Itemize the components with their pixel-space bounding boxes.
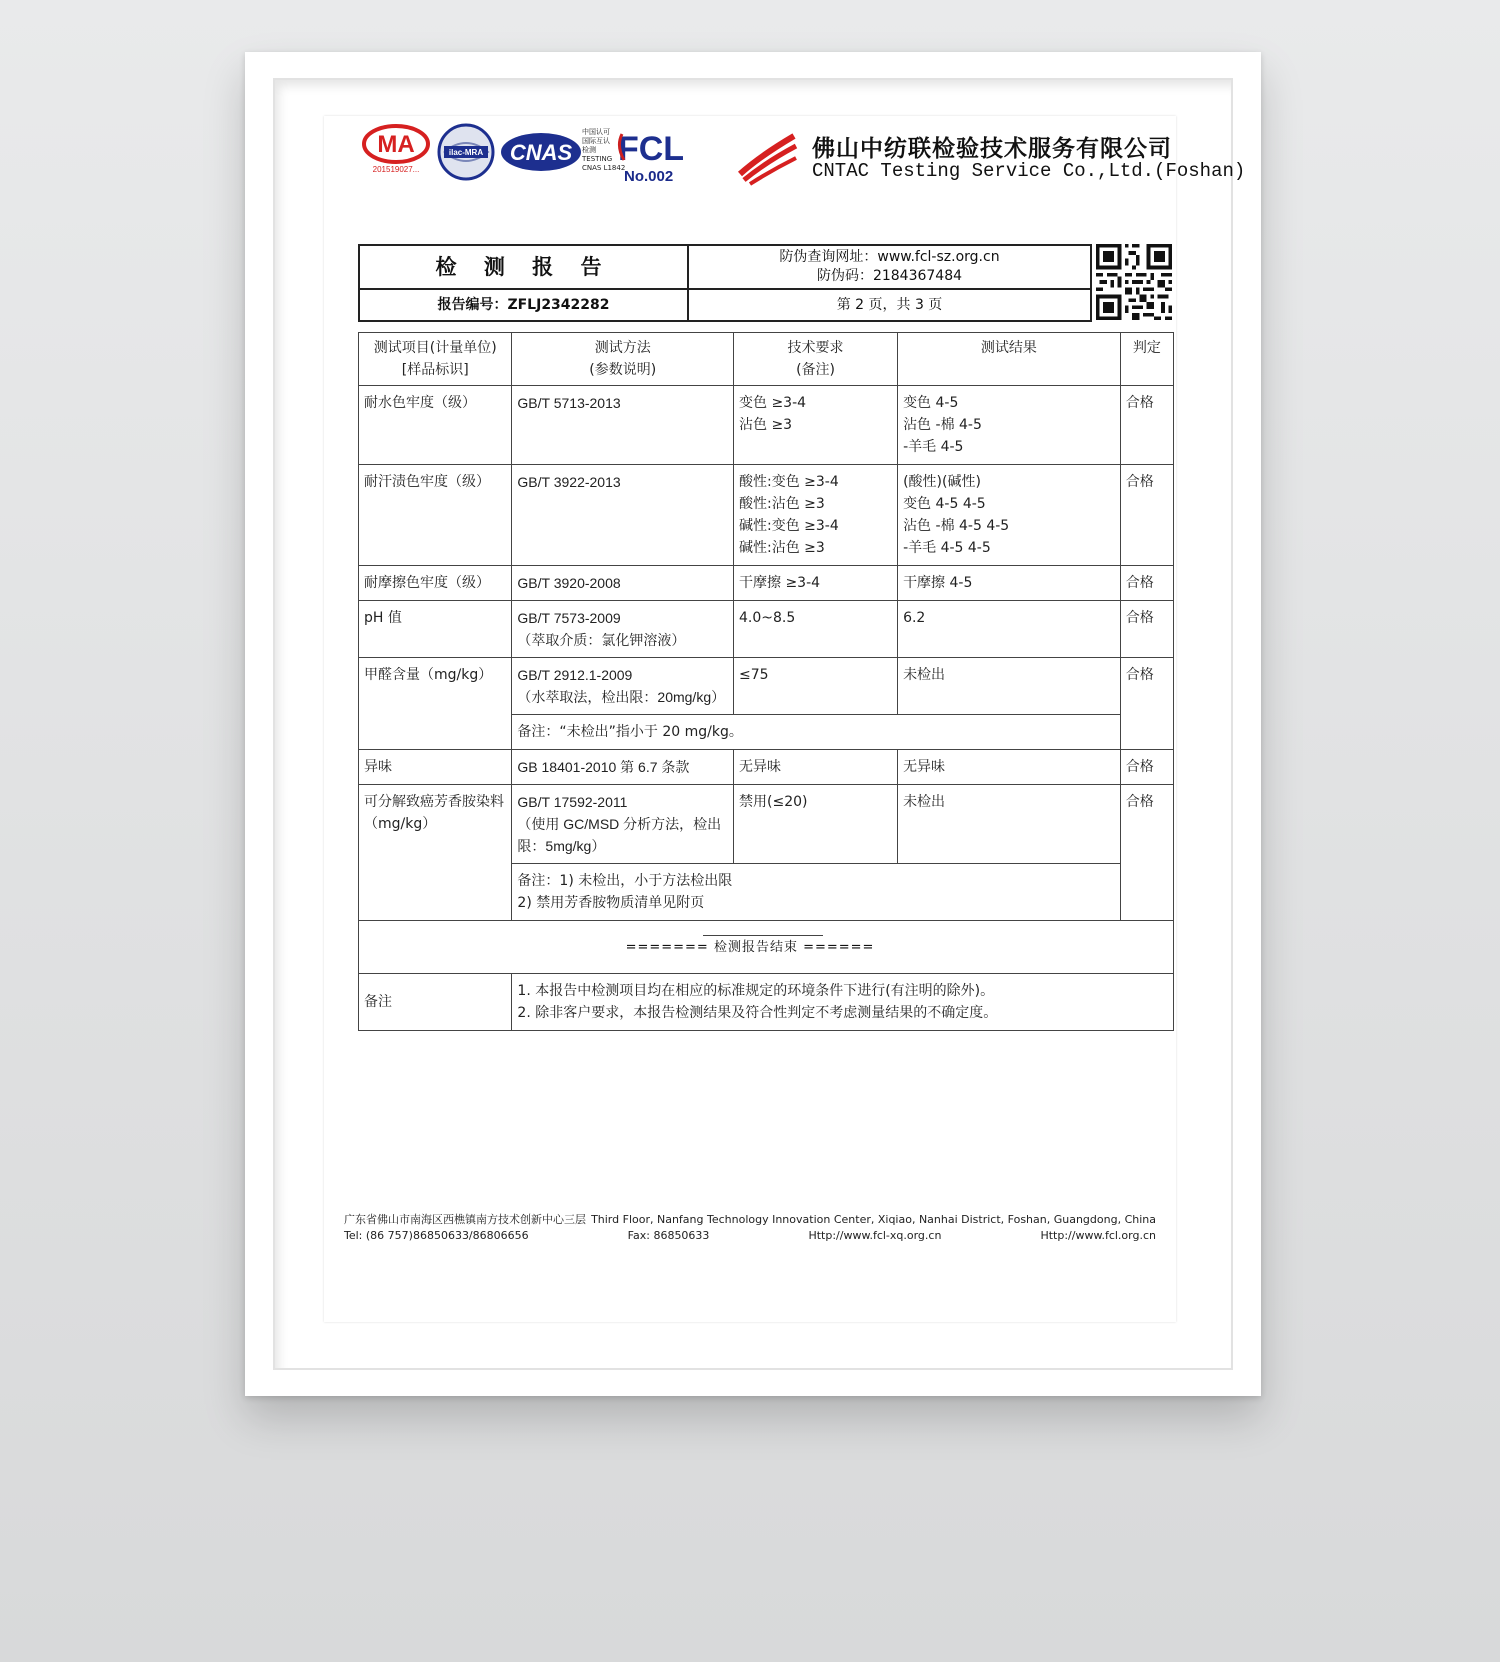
cell-method: GB/T 2912.1-2009 （水萃取法，检出限：20mg/kg）: [512, 658, 734, 715]
report-title: 检 测 报 告: [435, 255, 612, 279]
cell-result: 变色 4-5 沾色 -棉 4-5 -羊毛 4-5: [898, 386, 1121, 465]
cell-judgement: 合格: [1120, 601, 1173, 658]
cell-requirement: 干摩擦 ≥3-4: [734, 566, 898, 601]
header-result: 测试结果: [898, 333, 1121, 386]
footer-address-cn: 广东省佛山市南海区西樵镇南方技术创新中心三层: [344, 1213, 586, 1226]
table-row: [359, 750, 1174, 785]
svg-text:201519027...: 201519027...: [372, 165, 420, 174]
table-row: [359, 658, 1174, 715]
footer-address-en: Third Floor, Nanfang Technology Innovation Center, Xiqiao, Nanhai District, Foshan, Guangdong, China: [591, 1213, 1156, 1226]
anti-fake-code: 防伪码：2184367484: [816, 268, 963, 284]
cntac-logo: [736, 130, 798, 186]
cell-item: 甲醛含量（mg/kg）: [359, 658, 512, 750]
company-name-cn: 佛山中纺联检验技术服务有限公司: [812, 135, 1172, 162]
remarks-row: [359, 974, 1174, 1031]
company-name-en: CNTAC Testing Service Co.,Ltd.(Foshan): [812, 160, 1246, 182]
report-sheet: [324, 116, 1246, 1322]
cell-item: 耐汗渍色牢度（级）: [359, 465, 512, 566]
page-footer: [344, 1212, 1156, 1244]
cell-item: 可分解致癌芳香胺染料（mg/kg）: [359, 785, 512, 921]
qr-code-icon: [1096, 244, 1172, 320]
report-end-mark: ======= 检测报告结束 ======: [625, 940, 875, 955]
cell-method: GB/T 5713-2013: [512, 386, 734, 465]
table-header-row: [359, 333, 1174, 386]
cell-result: 无异味: [898, 750, 1121, 785]
cell-judgement: 合格: [1120, 658, 1173, 750]
table-row: [359, 785, 1174, 864]
cell-requirement: 4.0~8.5: [734, 601, 898, 658]
cell-requirement: 变色 ≥3-4 沾色 ≥3: [734, 386, 898, 465]
cnas-accreditation-text: 中国认可 国际互认 检测 TESTING CNAS L1842: [582, 128, 626, 172]
cell-note: 备注：“未检出”指小于 20 mg/kg。: [512, 715, 1120, 750]
svg-text:ilac-MRA: ilac-MRA: [448, 148, 484, 157]
cell-judgement: 合格: [1120, 785, 1173, 921]
cell-item: 异味: [359, 750, 512, 785]
anti-fake-url: 防伪查询网址：www.fcl-sz.org.cn: [779, 249, 1000, 265]
report-header-box: [358, 244, 1092, 322]
cell-judgement: 合格: [1120, 386, 1173, 465]
footer-fax: Fax: 86850633: [627, 1229, 710, 1242]
cell-requirement: 无异味: [734, 750, 898, 785]
cell-method: GB 18401-2010 第 6.7 条款: [512, 750, 734, 785]
report-number: 报告编号：ZFLJ2342282: [437, 297, 610, 313]
cell-result: 6.2: [898, 601, 1121, 658]
fcl-number: No.002: [624, 168, 674, 185]
cell-item: 耐水色牢度（级）: [359, 386, 512, 465]
table-row: [359, 386, 1174, 465]
cell-item: pH 值: [359, 601, 512, 658]
cell-result: (酸性)(碱性) 变色 4-5 4-5 沾色 -棉 4-5 4-5 -羊毛 4-5 4-5: [898, 465, 1121, 566]
cma-logo: [360, 122, 432, 182]
cell-result: 干摩擦 4-5: [898, 566, 1121, 601]
header-test-method: 测试方法 (参数说明): [512, 333, 734, 386]
svg-text:FCL: FCL: [617, 130, 685, 168]
page-indicator: 第 2 页，共 3 页: [836, 297, 943, 313]
footer-tel: Tel: (86 757)86850633/86806656: [344, 1229, 529, 1242]
table-row: [359, 601, 1174, 658]
ilac-seal-logo: [436, 122, 496, 182]
table-row: [359, 566, 1174, 601]
header-judgement: 判定: [1120, 333, 1173, 386]
header-logos: [360, 120, 1246, 192]
cell-judgement: 合格: [1120, 750, 1173, 785]
cell-method: GB/T 17592-2011 （使用 GC/MSD 分析方法，检出限：5mg/kg）: [512, 785, 734, 864]
svg-text:CNAS: CNAS: [509, 140, 573, 165]
footer-url-2: Http://www.fcl.org.cn: [1040, 1229, 1156, 1242]
table-row: [359, 465, 1174, 566]
cell-note: 备注：1) 未检出，小于方法检出限 2) 禁用芳香胺物质清单见附页: [512, 864, 1120, 921]
cell-result: 未检出: [898, 658, 1121, 715]
cell-method: GB/T 3920-2008: [512, 566, 734, 601]
remarks-label: 备注: [359, 974, 512, 1031]
cell-requirement: ≤75: [734, 658, 898, 715]
cell-result: 未检出: [898, 785, 1121, 864]
cell-judgement: 合格: [1120, 566, 1173, 601]
results-table: [358, 332, 1174, 1031]
cell-method: GB/T 7573-2009 （萃取介质：氯化钾溶液）: [512, 601, 734, 658]
svg-text:MA: MA: [377, 131, 415, 158]
cnas-logo: [500, 132, 582, 172]
footer-url-1: Http://www.fcl-xq.org.cn: [808, 1229, 942, 1242]
header-test-item: 测试项目(计量单位) [样品标识]: [359, 333, 512, 386]
cell-requirement: 酸性:变色 ≥3-4 酸性:沾色 ≥3 碱性:变色 ≥3-4 碱性:沾色 ≥3: [734, 465, 898, 566]
cell-method: GB/T 3922-2013: [512, 465, 734, 566]
cell-requirement: 禁用(≤20): [734, 785, 898, 864]
remarks-text: 1. 本报告中检测项目均在相应的标准规定的环境条件下进行(有注明的除外)。 2. 除非客户要求，本报告检测结果及符合性判定不考虑测量结果的不确定度。: [512, 974, 1174, 1031]
header-requirement: 技术要求 (备注): [734, 333, 898, 386]
cell-judgement: 合格: [1120, 465, 1173, 566]
cell-item: 耐摩擦色牢度（级）: [359, 566, 512, 601]
